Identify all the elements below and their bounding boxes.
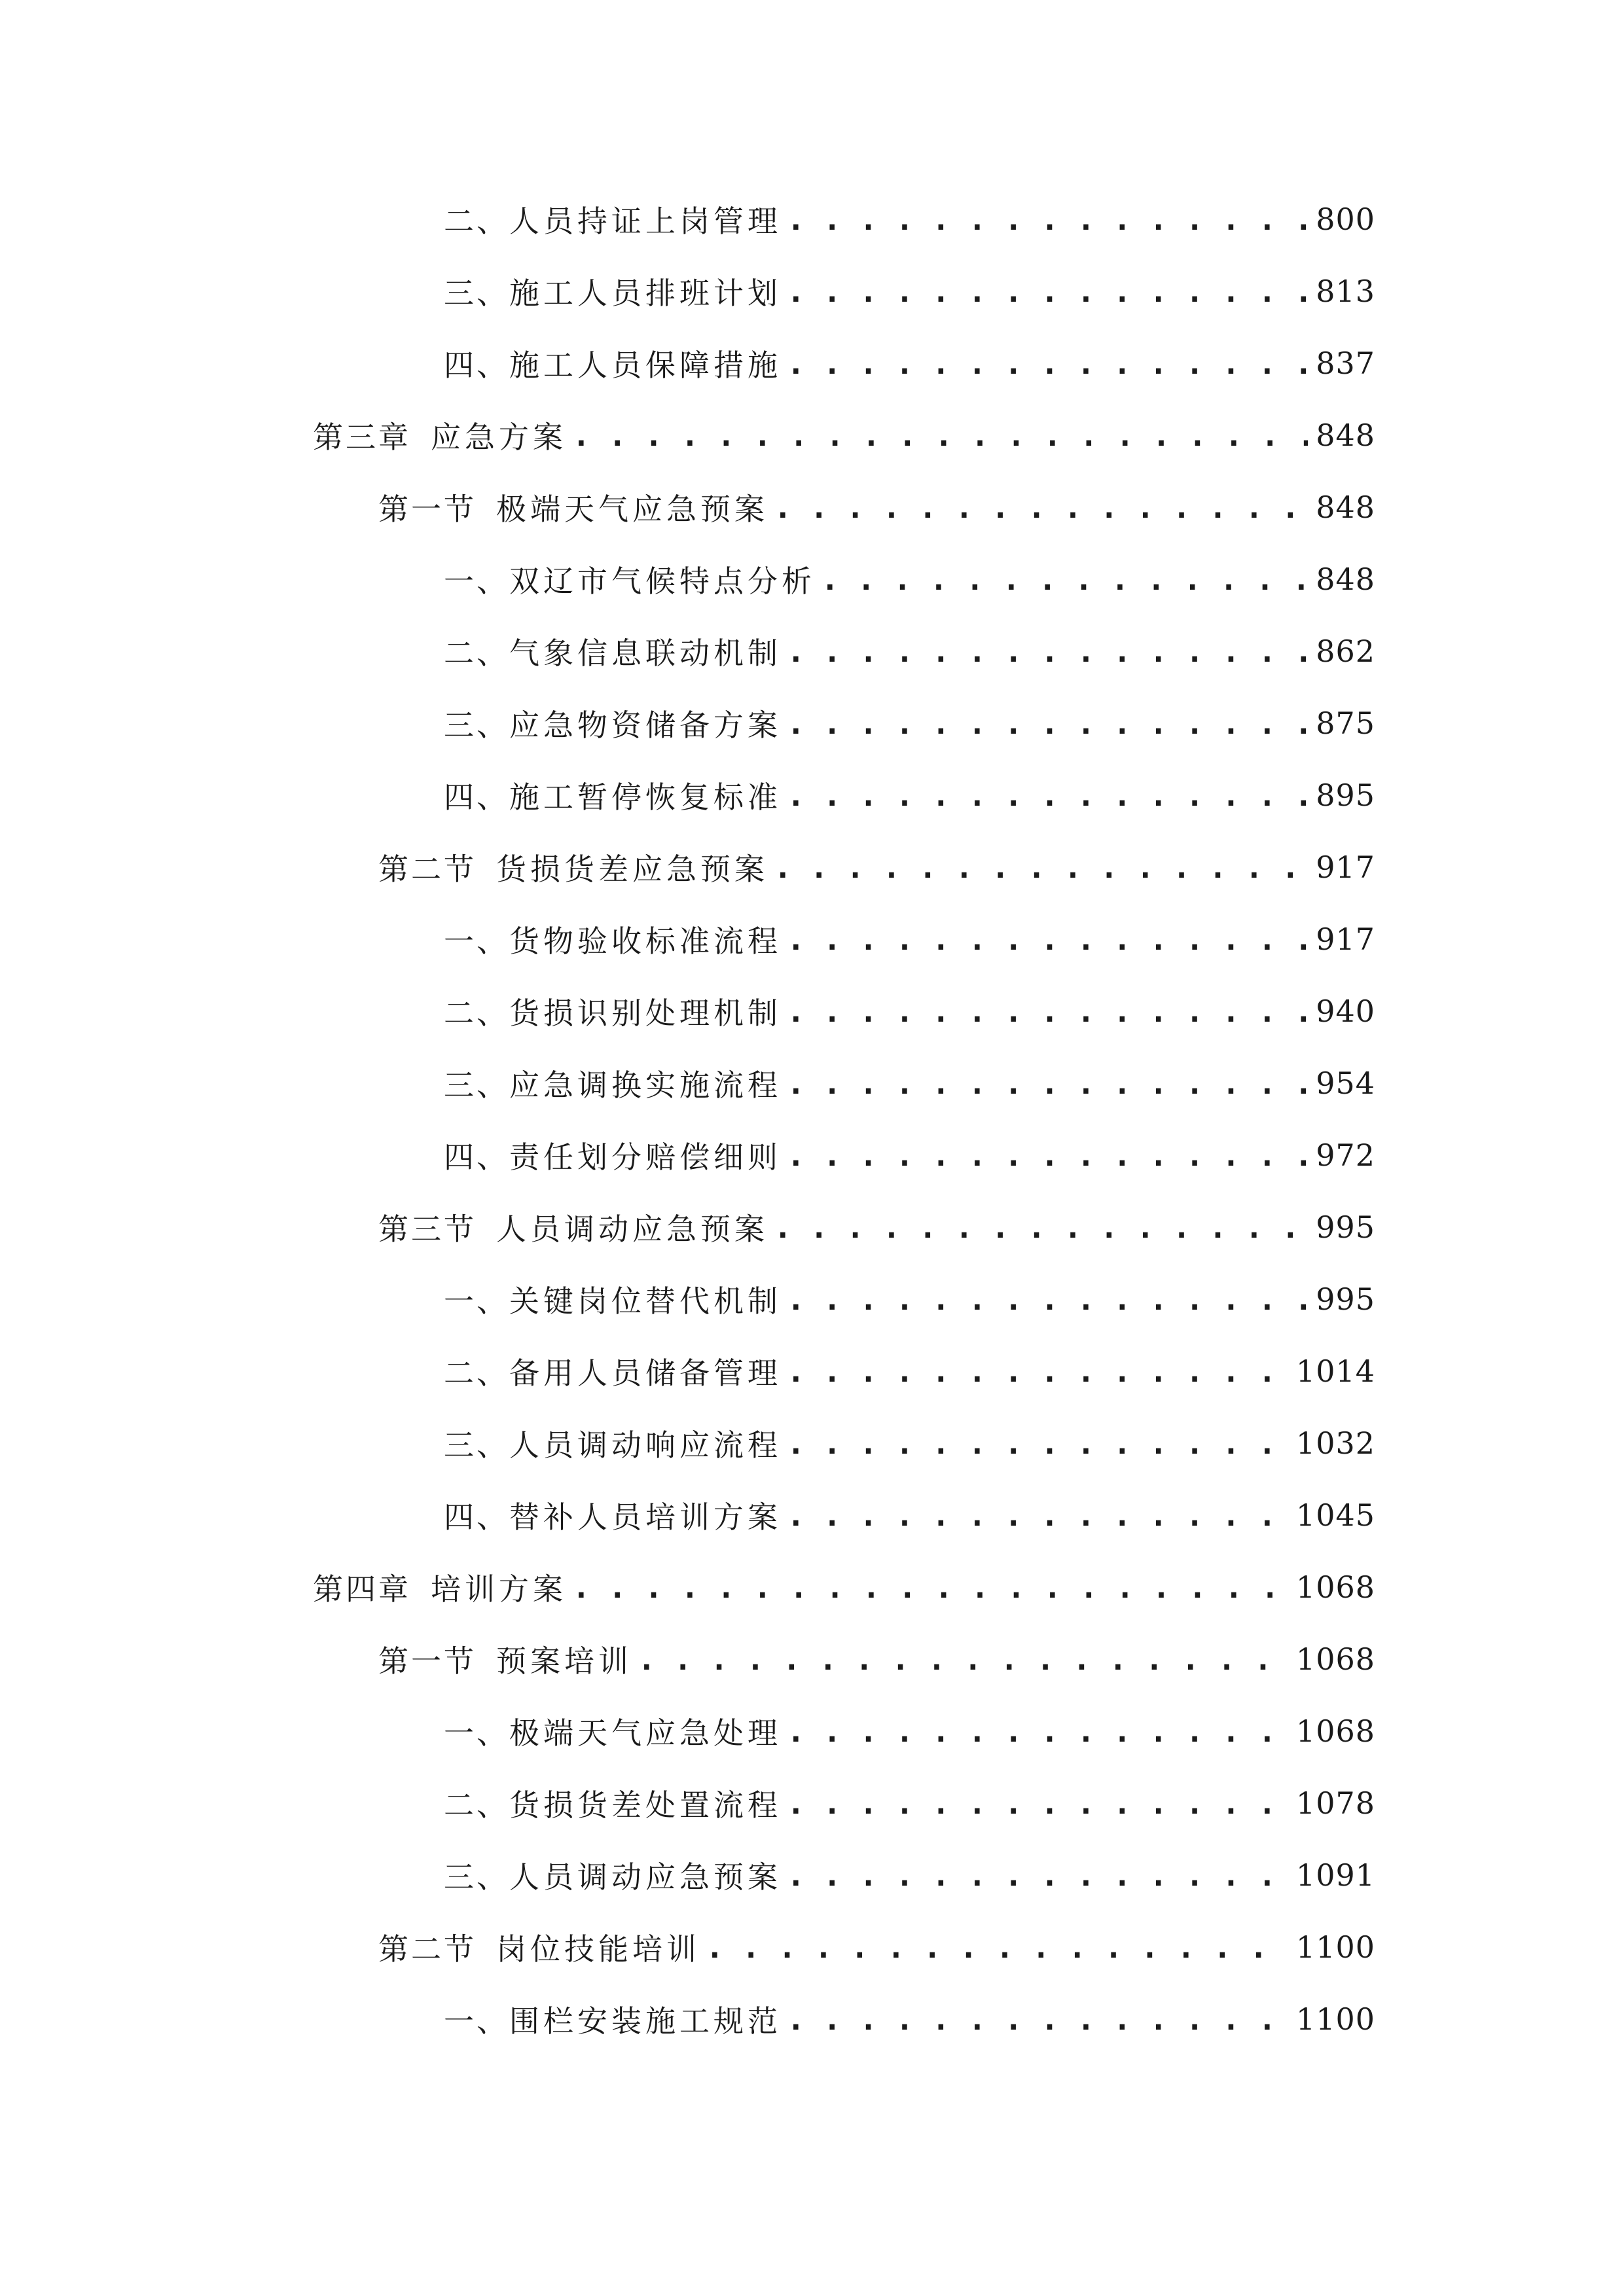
toc-entry-title: 货物验收标准流程	[509, 924, 782, 959]
toc-dot-leader	[787, 778, 1308, 813]
toc-entry-number: 二、	[444, 1787, 509, 1823]
toc-entry[interactable]	[0, 255, 1624, 327]
toc-entry-page: 1068	[1295, 1713, 1375, 1749]
toc-dot-leader	[787, 1138, 1308, 1173]
toc-entry-number: 一、	[444, 1283, 509, 1319]
toc-entry-page: 837	[1316, 346, 1375, 381]
toc-entry-page: 995	[1316, 1282, 1375, 1317]
toc-entry-title: 人员调动应急预案	[496, 1211, 768, 1247]
toc-entry[interactable]	[0, 1839, 1624, 1911]
toc-entry-title: 培训方案	[431, 1571, 567, 1607]
toc-entry-page: 940	[1316, 994, 1375, 1029]
toc-entry[interactable]	[0, 1407, 1624, 1479]
toc-entry-number: 一、	[444, 1715, 509, 1751]
toc-entry[interactable]	[0, 471, 1624, 543]
toc-entry-page: 917	[1316, 922, 1375, 957]
toc-entry[interactable]	[0, 1335, 1624, 1407]
toc-dot-leader	[787, 2001, 1288, 2037]
toc-entry-title: 人员调动响应流程	[509, 1427, 782, 1463]
toc-entry-number: 二、	[444, 204, 509, 239]
toc-entry-page: 1091	[1295, 1857, 1375, 1893]
toc-dot-leader	[787, 922, 1308, 957]
toc-entry-page: 1014	[1295, 1354, 1375, 1389]
toc-entry[interactable]	[0, 687, 1624, 759]
toc-entry-title: 围栏安装施工规范	[509, 2003, 782, 2039]
toc-entry-number: 一、	[444, 564, 509, 599]
toc-dot-leader	[821, 562, 1308, 597]
toc-entry-number: 第三章	[313, 420, 411, 455]
toc-entry-number: 四、	[444, 348, 509, 383]
toc-entry-page: 1100	[1295, 2001, 1375, 2037]
toc-entry[interactable]	[0, 1191, 1624, 1263]
toc-entry[interactable]	[0, 1623, 1624, 1695]
toc-dot-leader	[787, 1282, 1308, 1317]
toc-entry-title: 替补人员培训方案	[509, 1499, 782, 1535]
toc-entry-page: 1045	[1295, 1498, 1375, 1533]
table-of-contents	[0, 183, 1624, 2055]
toc-entry-number: 二、	[444, 996, 509, 1031]
toc-entry-page: 1068	[1295, 1641, 1375, 1677]
toc-entry-number: 第一节	[378, 492, 477, 527]
toc-entry-number: 三、	[444, 708, 509, 743]
toc-entry-title: 备用人员储备管理	[509, 1355, 782, 1391]
toc-dot-leader	[787, 1857, 1288, 1893]
toc-entry-title: 应急调换实施流程	[509, 1067, 782, 1103]
toc-entry[interactable]	[0, 1551, 1624, 1623]
toc-dot-leader	[706, 1929, 1288, 1965]
toc-dot-leader	[787, 1066, 1308, 1101]
toc-entry-title: 施工暂停恢复标准	[509, 780, 782, 815]
toc-entry-number: 四、	[444, 780, 509, 815]
toc-dot-leader	[638, 1641, 1288, 1677]
toc-entry-title: 应急物资储备方案	[509, 708, 782, 743]
toc-entry-page: 862	[1316, 634, 1375, 669]
toc-entry-page: 995	[1316, 1210, 1375, 1245]
toc-entry-number: 一、	[444, 924, 509, 959]
toc-entry-page: 954	[1316, 1066, 1375, 1101]
toc-entry[interactable]	[0, 1983, 1624, 2055]
toc-entry-page: 1032	[1295, 1426, 1375, 1461]
toc-entry-number: 一、	[444, 2003, 509, 2039]
toc-entry-title: 关键岗位替代机制	[509, 1283, 782, 1319]
toc-entry[interactable]	[0, 1911, 1624, 1983]
toc-entry[interactable]	[0, 759, 1624, 831]
toc-entry-title: 责任划分赔偿细则	[509, 1139, 782, 1175]
toc-entry-number: 二、	[444, 636, 509, 671]
toc-entry-page: 1068	[1295, 1570, 1375, 1605]
toc-entry[interactable]	[0, 183, 1624, 255]
toc-entry[interactable]	[0, 1695, 1624, 1767]
toc-entry[interactable]	[0, 615, 1624, 687]
toc-dot-leader	[787, 634, 1308, 669]
toc-entry-title: 人员调动应急预案	[509, 1859, 782, 1895]
toc-dot-leader	[787, 202, 1308, 237]
toc-entry-page: 972	[1316, 1138, 1375, 1173]
toc-entry-page: 1078	[1295, 1785, 1375, 1821]
toc-entry-number: 第二节	[378, 852, 477, 887]
toc-entry[interactable]	[0, 1119, 1624, 1191]
toc-entry-title: 货损识别处理机制	[509, 996, 782, 1031]
toc-entry-title: 施工人员保障措施	[509, 348, 782, 383]
toc-entry-title: 人员持证上岗管理	[509, 204, 782, 239]
toc-entry-number: 三、	[444, 276, 509, 311]
toc-entry-number: 四、	[444, 1499, 509, 1535]
toc-entry-number: 第四章	[313, 1571, 411, 1607]
toc-entry[interactable]	[0, 1479, 1624, 1551]
toc-entry-number: 第三节	[378, 1211, 477, 1247]
toc-entry-number: 三、	[444, 1427, 509, 1463]
toc-dot-leader	[787, 1354, 1288, 1389]
toc-dot-leader	[572, 1570, 1288, 1605]
toc-entry[interactable]	[0, 1263, 1624, 1335]
toc-entry[interactable]	[0, 831, 1624, 903]
toc-entry[interactable]	[0, 903, 1624, 975]
toc-entry[interactable]	[0, 327, 1624, 399]
toc-dot-leader	[787, 706, 1308, 741]
toc-entry-title: 预案培训	[496, 1643, 632, 1679]
toc-entry-page: 800	[1316, 202, 1375, 237]
toc-dot-leader	[787, 994, 1308, 1029]
toc-entry-page: 1100	[1295, 1929, 1375, 1965]
toc-entry-title: 货损货差应急预案	[496, 852, 768, 887]
toc-dot-leader	[787, 1713, 1288, 1749]
toc-entry-page: 813	[1316, 274, 1375, 309]
toc-entry[interactable]	[0, 399, 1624, 471]
toc-dot-leader	[572, 418, 1308, 453]
toc-dot-leader	[774, 850, 1308, 885]
toc-entry-title: 应急方案	[431, 420, 567, 455]
toc-dot-leader	[787, 346, 1308, 381]
toc-entry-number: 二、	[444, 1355, 509, 1391]
toc-entry-page: 848	[1316, 490, 1375, 525]
toc-entry-page: 917	[1316, 850, 1375, 885]
toc-entry-number: 第一节	[378, 1643, 477, 1679]
toc-entry-number: 四、	[444, 1139, 509, 1175]
toc-entry-number: 第二节	[378, 1931, 477, 1967]
toc-dot-leader	[787, 274, 1308, 309]
toc-entry-page: 848	[1316, 418, 1375, 453]
toc-entry-title: 货损货差处置流程	[509, 1787, 782, 1823]
toc-dot-leader	[774, 1210, 1308, 1245]
toc-dot-leader	[787, 1498, 1288, 1533]
toc-entry-title: 极端天气应急预案	[496, 492, 768, 527]
toc-entry-title: 岗位技能培训	[496, 1931, 700, 1967]
toc-dot-leader	[787, 1785, 1288, 1821]
toc-entry[interactable]	[0, 1047, 1624, 1119]
toc-entry-page: 895	[1316, 778, 1375, 813]
toc-entry[interactable]	[0, 1767, 1624, 1839]
toc-entry[interactable]	[0, 975, 1624, 1047]
toc-entry-number: 三、	[444, 1067, 509, 1103]
toc-entry[interactable]	[0, 543, 1624, 615]
toc-dot-leader	[787, 1426, 1288, 1461]
toc-entry-page: 875	[1316, 706, 1375, 741]
toc-entry-page: 848	[1316, 562, 1375, 597]
toc-entry-title: 极端天气应急处理	[509, 1715, 782, 1751]
toc-entry-title: 施工人员排班计划	[509, 276, 782, 311]
toc-dot-leader	[774, 490, 1308, 525]
toc-entry-title: 气象信息联动机制	[509, 636, 782, 671]
toc-entry-title: 双辽市气候特点分析	[509, 564, 816, 599]
toc-entry-number: 三、	[444, 1859, 509, 1895]
